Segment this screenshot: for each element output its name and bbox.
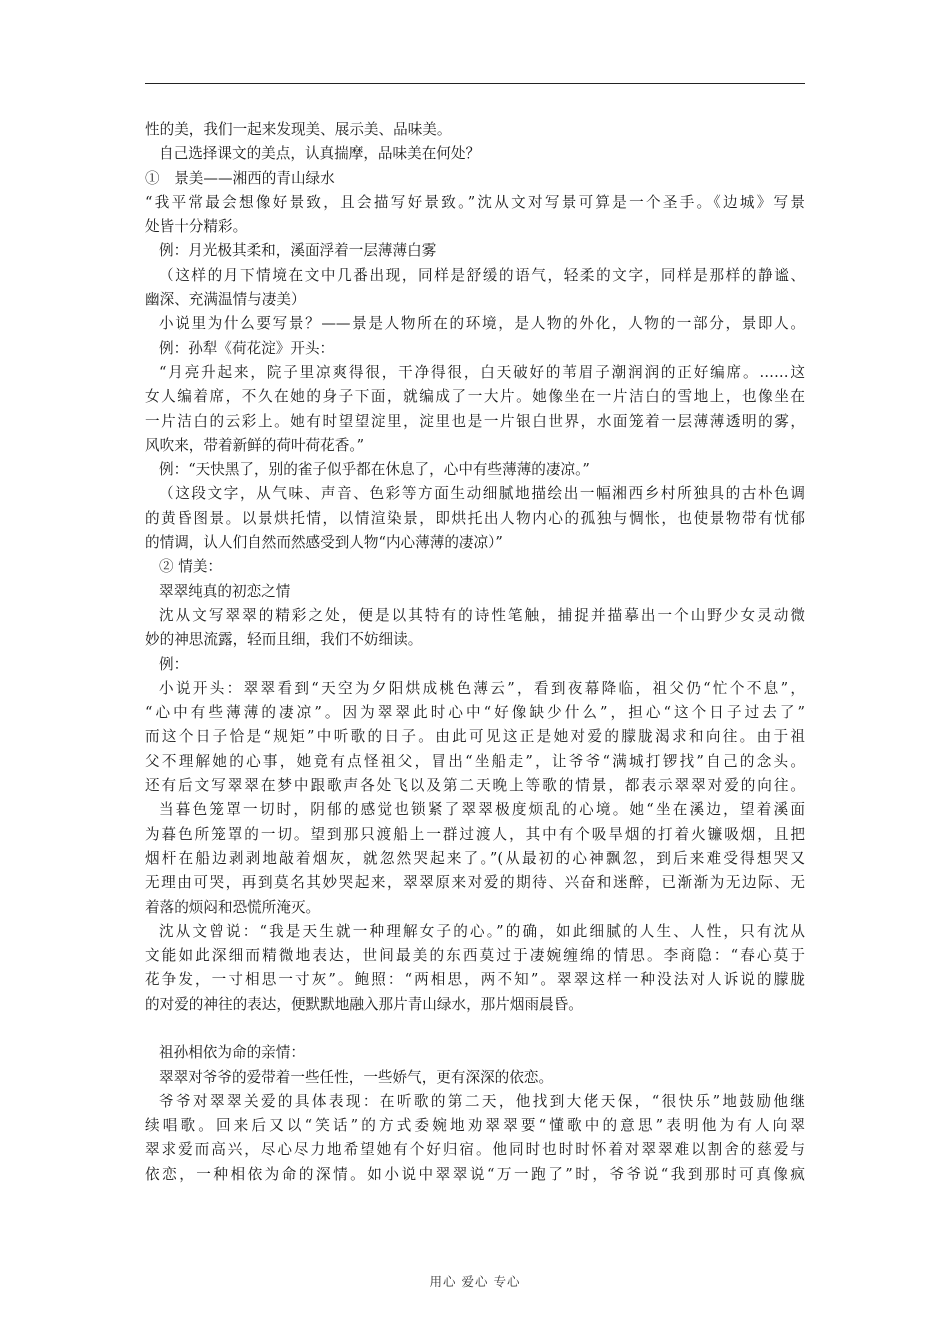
text-line: 花争发，一寸相思一寸灰”。鲍照：“两相思，两不知”。翠翠这样一种没法对人诉说的朦胧 bbox=[145, 971, 805, 989]
blank-line bbox=[145, 1017, 805, 1041]
text-line: 祖孙相依为命的亲情： bbox=[159, 1044, 305, 1062]
text-line: 沈从文写翠翠的精彩之处，便是以其特有的诗性笔触，捕捉并描摹出一个山野少女灵动微 bbox=[159, 606, 805, 624]
text-line: 例：“天快黑了，别的雀子似乎都在休息了，心中有些薄薄的凄凉。” bbox=[159, 461, 590, 479]
text-line: 依恋，一种相依为命的深情。如小说中翠翠说“万一跑了”时，爷爷说“我到那时可真像疯 bbox=[145, 1165, 805, 1183]
text-line: 性的美，我们一起来发现美、展示美、品味美。 bbox=[145, 121, 452, 138]
text-line: 的对爱的神往的表达，便默默地融入那片青山绿水，那片烟雨晨昏。 bbox=[145, 995, 583, 1013]
text-line: 着落的烦闷和恐慌所淹灭。 bbox=[145, 898, 321, 916]
text-line: 为暮色所笼罩的一切。望到那只渡船上一群过渡人，其中有个吸旱烟的打着火镰吸烟，且把 bbox=[145, 825, 805, 843]
text-line: 文能如此深细而精微地表达，世间最美的东西莫过于凄婉缠绵的情思。李商隐：“春心莫于 bbox=[145, 947, 805, 965]
text-line: 例：月光极其柔和，溪面浮着一层薄薄白雾 bbox=[159, 242, 437, 260]
text-line: 例：孙犁《荷花淀》开头： bbox=[159, 339, 335, 357]
text-line: （这段文字，从气味、声音、色彩等方面生动细腻地描绘出一幅湘西乡村所独具的古朴色调 bbox=[159, 485, 805, 503]
text-line: 小说里为什么要写景？——景是人物所在的环境，是人物的外化，人物的一部分，景即人。 bbox=[159, 315, 805, 333]
text-line: 沈从文曾说：“我是天生就一种理解女子的心。”的确，如此细腻的人生、人性，只有沈从 bbox=[159, 922, 805, 940]
text-line: （这样的月下情境在文中几番出现，同样是舒缓的语气，轻柔的文字，同样是那样的静谧、 bbox=[159, 266, 805, 284]
text-line: 风吹来，带着新鲜的荷叶荷花香。” bbox=[145, 436, 365, 454]
text-line: 父不理解她的心事，她竟有点怪祖父，冒出“坐船走”，让爷爷“满城打锣找”自己的念头。 bbox=[145, 752, 805, 770]
text-line: 处皆十分精彩。 bbox=[145, 218, 248, 236]
text-line: 妙的神思流露，轻而且细，我们不妨细读。 bbox=[145, 631, 423, 649]
text-line: “心中有些薄薄的凄凉”。因为翠翠此时心中“好像缺少什么”，担心“这个日子过去了” bbox=[145, 704, 805, 722]
text-line: ② 情美： bbox=[159, 558, 223, 576]
page-footer: 用心 爱心 专心 bbox=[429, 1274, 521, 1289]
text-line: 翠翠对爷爷的爱带着一些任性，一些娇气，更有深深的依恋。 bbox=[159, 1068, 554, 1086]
text-line: 爷爷对翠翠关爱的具体表现：在听歌的第二天，他找到大佬天保，“很快乐”地鼓励他继 bbox=[159, 1092, 805, 1110]
text-line: 烟杆在船边剥剥地敲着烟灰，就忽然哭起来了。”(从最初的心神飘忽，到后来难受得想哭又 bbox=[145, 849, 805, 867]
text-line: 的黄昏图景。以景烘托情，以情渲染景，即烘托出人物内心的孤独与惆怅，也使景物带有忧郁 bbox=[145, 509, 805, 527]
header-rule bbox=[145, 83, 805, 84]
text-line: 幽深、充满温情与凄美） bbox=[145, 291, 306, 309]
text-line: 的情调，认人们自然而然感受到人物“内心薄薄的凄凉）” bbox=[145, 534, 503, 552]
text-line: 小说开头：翠翠看到“天空为夕阳烘成桃色薄云”，看到夜幕降临，祖父仍“忙个不息”， bbox=[159, 679, 805, 697]
text-line: 一片洁白的云彩上。她有时望望淀里，淀里也是一片银白世界，水面笼着一层薄薄透明的雾， bbox=[145, 412, 805, 430]
text-line: 自己选择课文的美点，认真揣摩，品味美在何处？ bbox=[159, 145, 481, 163]
text-line: 例： bbox=[159, 655, 189, 673]
text-line: 翠求爱而高兴，尽心尽力地希望她有个好归宿。他同时也时时怀着对翠翠难以割舍的慈爱与 bbox=[145, 1141, 805, 1159]
document-body bbox=[145, 118, 805, 1187]
text-line: 而这个日子恰是“规矩”中听歌的日子。由此可见这正是她对爱的朦胧渴求和向往。由于祖 bbox=[145, 728, 805, 746]
text-line: ① 景美——湘西的青山绿水 bbox=[145, 169, 335, 187]
text-line: 还有后文写翠翠在梦中跟歌声各处飞以及第二天晚上等歌的情景，都表示翠翠对爱的向往。 bbox=[145, 777, 805, 795]
text-line: 续唱歌。回来后又以“笑话”的方式委婉地劝翠翠要“懂歌中的意思”表明他为有人向翠 bbox=[145, 1117, 805, 1135]
text-line: 翠翠纯真的初恋之情 bbox=[159, 582, 291, 600]
text-line: 女人编着席，不久在她的身子下面，就编成了一大片。她像坐在一片洁白的雪地上，也像坐在 bbox=[145, 388, 805, 406]
text-line: “月亮升起来，院子里凉爽得很，干净得很，白天破好的苇眉子潮润润的正好编席。……这 bbox=[159, 363, 805, 381]
text-line: 当暮色笼罩一切时，阴郁的感觉也锁紧了翠翠极度烦乱的心境。她“坐在溪边，望着溪面 bbox=[159, 801, 805, 819]
text-line: “我平常最会想像好景致，且会描写好景致。”沈从文对写景可算是一个圣手。《边城》写景 bbox=[145, 193, 805, 211]
text-line: 无理由可哭，再到莫名其妙哭起来，翠翠原来对爱的期待、兴奋和迷醉，已渐渐为无边际、无 bbox=[145, 874, 805, 892]
